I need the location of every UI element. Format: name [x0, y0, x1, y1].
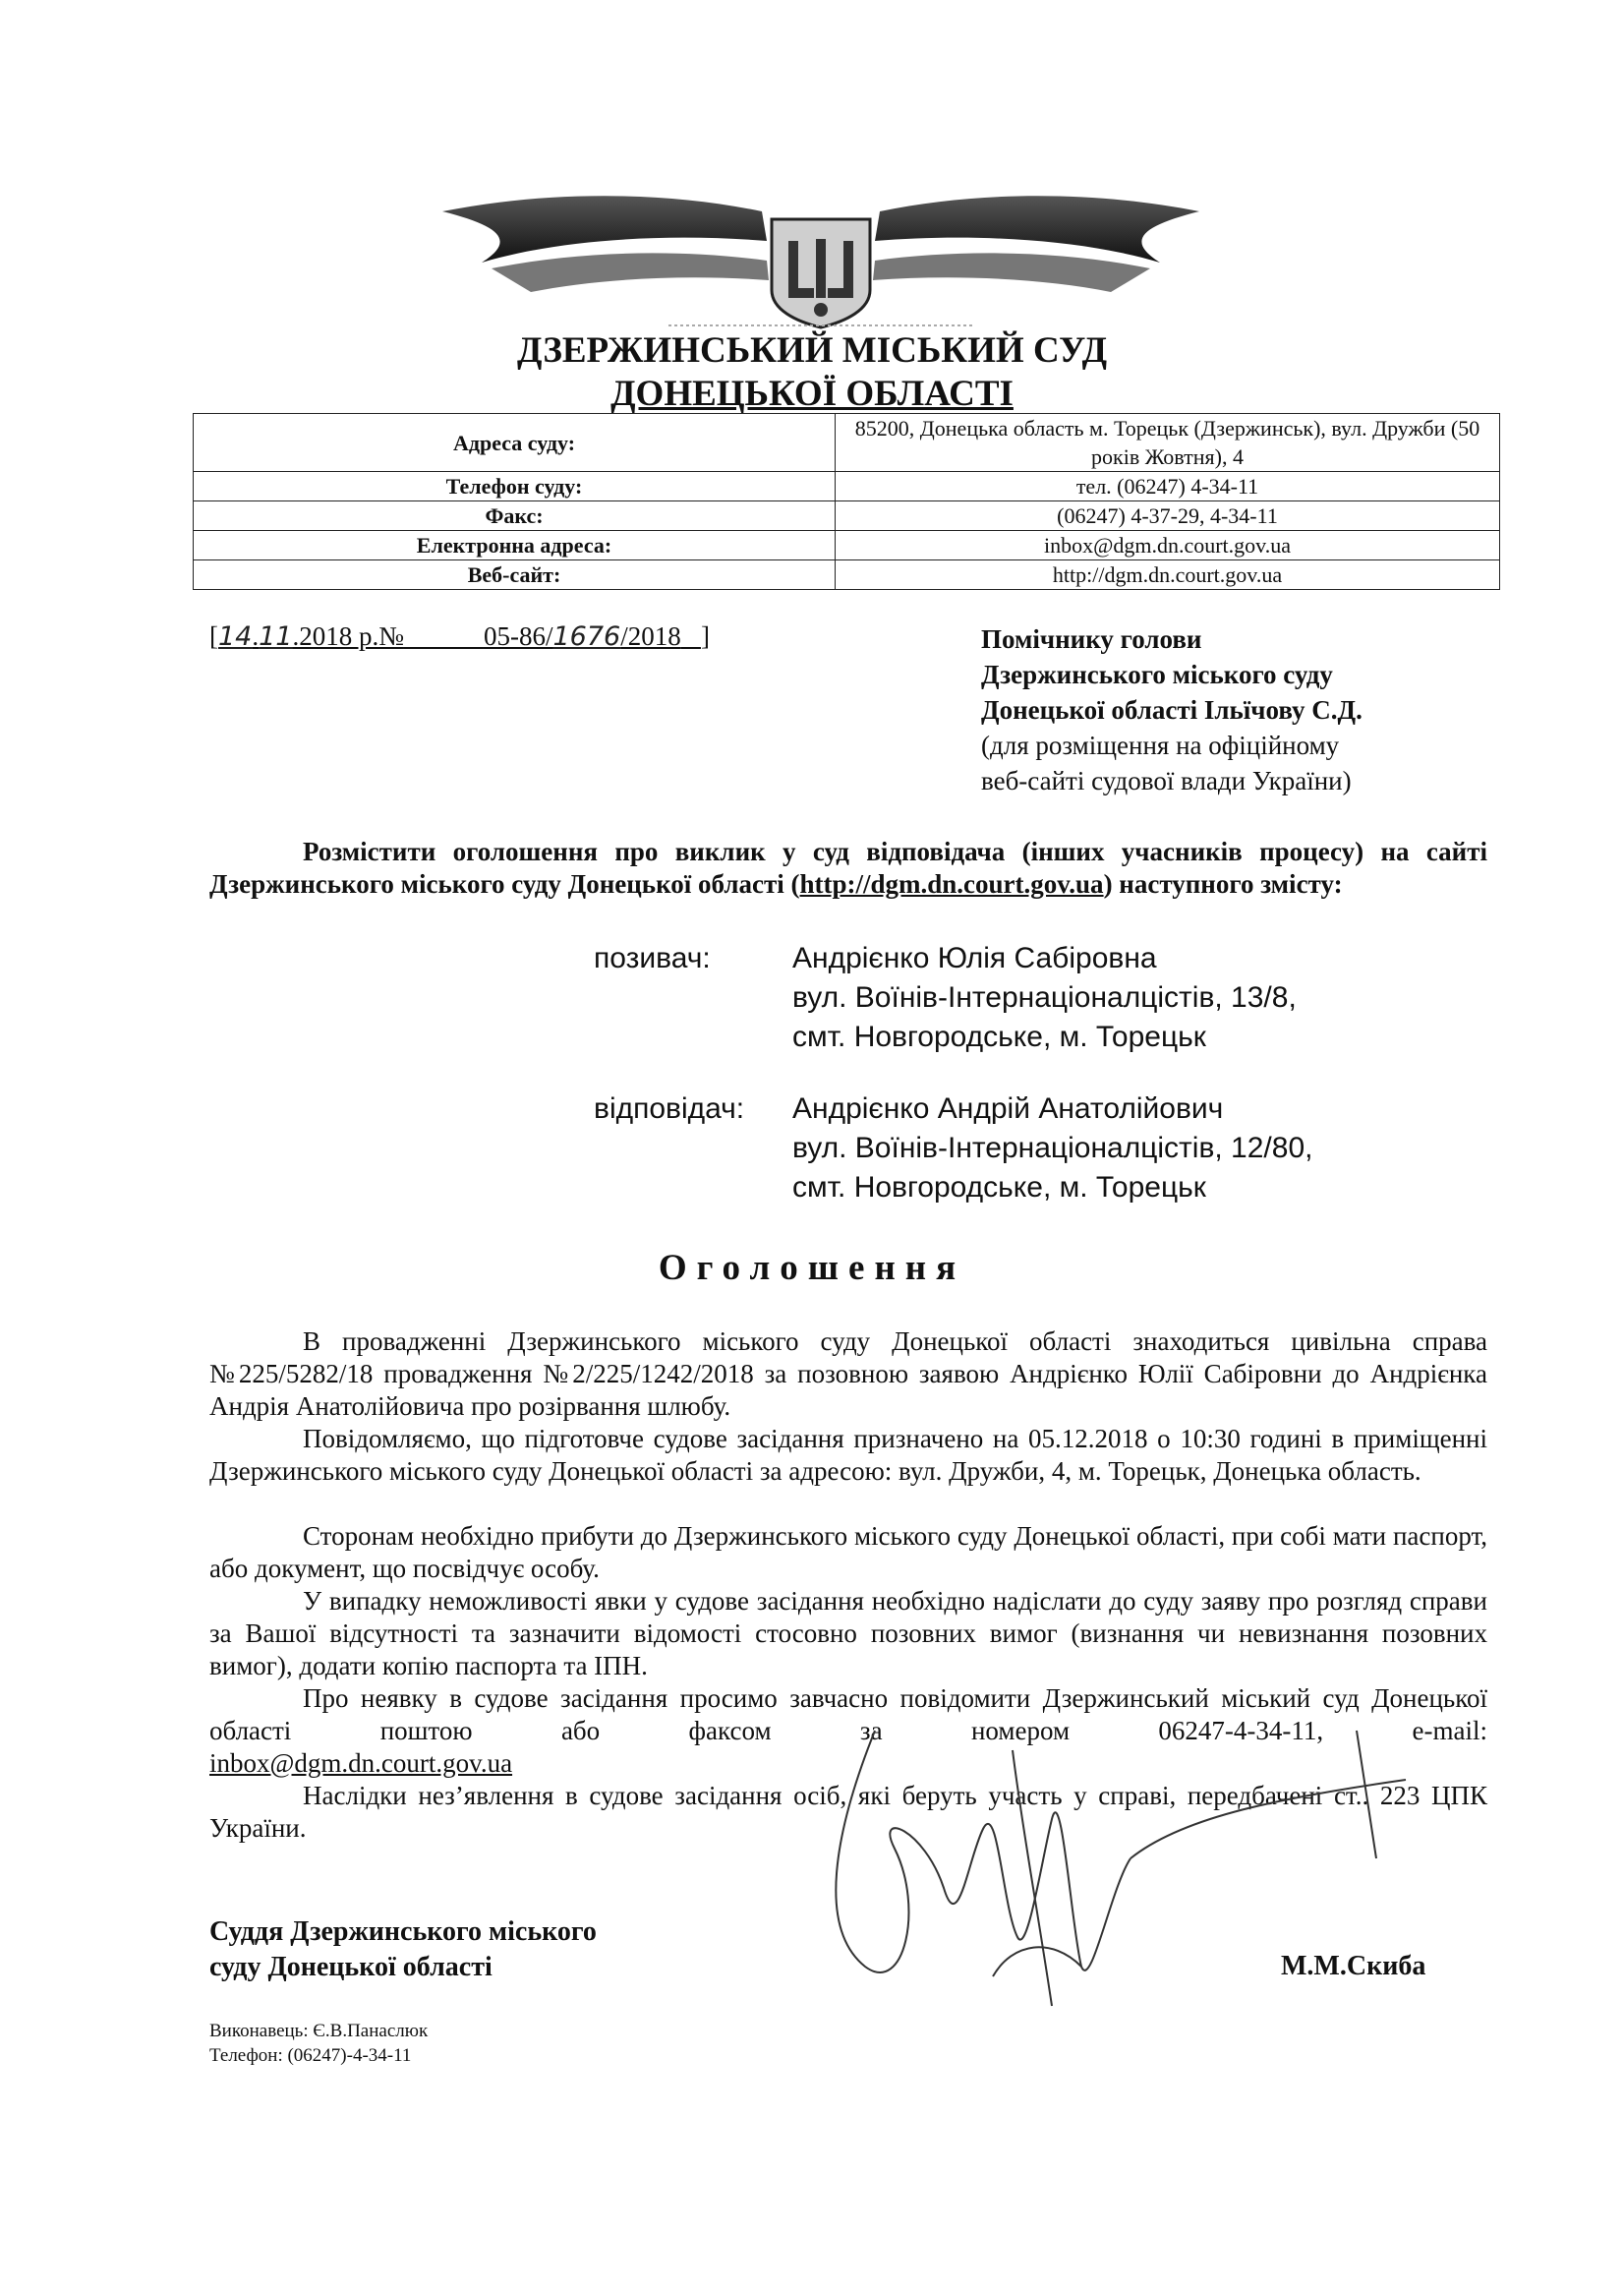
contact-table — [193, 413, 1500, 590]
contact-label: Електронна адреса: — [194, 531, 836, 560]
defendant-address: вул. Воїнів-Інтернаціоналцістів, 12/80, — [792, 1132, 1313, 1164]
notice-paragraph-2: Повідомляємо, що підготовче судове засідання призначено на 05.12.2018 о 10:30 годині в приміщенні Дзержинського міського суду Донецької області за адресою: вул. Дружби, 4, м. Торецьк, Донецька область. — [209, 1424, 1487, 1486]
table-row — [194, 472, 1500, 501]
court-name-line2: ДОНЕЦЬКОЇ ОБЛАСТІ — [610, 374, 1014, 414]
recipient-note: (для розміщення на офіційному — [981, 731, 1340, 760]
court-name-line1: ДЗЕРЖИНСЬКИЙ МІСЬКИЙ СУД — [516, 330, 1108, 371]
website-link[interactable]: http://dgm.dn.court.gov.ua — [799, 869, 1104, 899]
contact-label: Адреса суду: — [194, 414, 836, 472]
defendant-name: Андрієнко Андрій Анатолійович — [792, 1092, 1224, 1125]
recipient-line: Помічнику голови — [981, 624, 1202, 654]
table-row — [194, 501, 1500, 531]
number-handwritten: 1676 — [552, 621, 621, 652]
date-year: .2018 р.№ — [292, 621, 404, 651]
contact-label: Телефон суду: — [194, 472, 836, 501]
plaintiff-role: позивач: — [594, 942, 711, 974]
contact-label: Веб-сайт: — [194, 560, 836, 590]
judge-title-line: Суддя Дзержинського міського — [209, 1916, 597, 1947]
notice-paragraph-3: Сторонам необхідно прибути до Дзержинського міського суду Донецької області, при собі мати паспорт, або документ, що посвідчує особу. — [209, 1521, 1487, 1583]
contact-value: (06247) 4-37-29, 4-34-11 — [836, 501, 1500, 531]
outgoing-reference: [14.11.2018 р.№ 05-86/1676/2018 ] — [209, 621, 710, 652]
plaintiff-address: смт. Новгородське, м. Торецьк — [792, 1021, 1206, 1053]
table-row — [194, 414, 1500, 472]
executor-phone: Телефон: (06247)-4-34-11 — [209, 2045, 412, 2066]
recipient-block — [981, 621, 1363, 798]
bracket: ] — [700, 621, 710, 651]
plaintiff-info — [792, 939, 1297, 1057]
defendant-address: смт. Новгородське, м. Торецьк — [792, 1171, 1206, 1204]
recipient-note: веб-сайті судової влади України) — [981, 766, 1352, 795]
number-prefix: 05-86/ — [483, 621, 553, 651]
contact-value: http://dgm.dn.court.gov.ua — [836, 560, 1500, 590]
contact-value: 85200, Донецька область м. Торецьк (Дзержинськ), вул. Дружби (50 років Жовтня), 4 — [836, 414, 1500, 472]
contact-value: тел. (06247) 4-34-11 — [836, 472, 1500, 501]
table-row — [194, 560, 1500, 590]
notice-paragraph-1: В провадженні Дзержинського міського суду Донецької області знаходиться цивільна справа №225/5282/18 провадження №2/225/1242/2018 за позовною заявою Андрієнко Юлії Сабіровни до Андрієнка Андрія Анатолійовича про розірвання шлюбу. — [209, 1326, 1487, 1421]
instruction-text: Розмістити оголошення про виклик у суд відповідача (інших учасників процесу) на сайті Дзержинського міського суду Донецької області ( — [209, 837, 1487, 899]
plaintiff-name: Андрієнко Юлія Сабіровна — [792, 942, 1157, 974]
notice-paragraph-6: Наслідки нез’явлення в судове засідання осіб, які беруть участь у справі, передбачені ст.. 223 ЦПК України. — [209, 1781, 1487, 1843]
bracket: [ — [209, 621, 218, 651]
instruction-text: ) наступного змісту: — [1103, 869, 1343, 899]
judge-name: М.М.Скиба — [1281, 1951, 1426, 1981]
executor-info — [209, 2019, 428, 2068]
instruction-paragraph — [209, 836, 1487, 901]
table-row — [194, 531, 1500, 560]
date-day: 14 — [218, 621, 253, 652]
contact-value: inbox@dgm.dn.court.gov.ua — [836, 531, 1500, 560]
defendant-role: відповідач: — [594, 1092, 745, 1125]
recipient-line: Дзержинського міського суду — [981, 660, 1333, 689]
executor-name: Виконавець: Є.В.Панаслюк — [209, 2021, 429, 2041]
notice-title: Оголошення — [658, 1248, 966, 1288]
number-suffix: /2018 — [620, 621, 681, 651]
recipient-line: Донецької області Ільїчову С.Д. — [981, 695, 1363, 725]
notice-paragraph-5-text: Про неявку в судове засідання просимо завчасно повідомити Дзержинський міський суд Донецької області поштою або факсом за номером 06247-4-34-11, e-mail: — [209, 1683, 1487, 1745]
defendant-info — [792, 1089, 1312, 1207]
court-emblem-icon — [423, 172, 1219, 329]
plaintiff-address: вул. Воїнів-Інтернаціоналцістів, 13/8, — [792, 981, 1297, 1014]
date-month: 11 — [259, 621, 293, 652]
judge-title-line: суду Донецької області — [209, 1952, 493, 1982]
contact-label: Факс: — [194, 501, 836, 531]
judge-title — [209, 1914, 597, 1985]
notice-paragraph-4: У випадку неможливості явки у судове засідання необхідно надіслати до суду заяву про розгляд справи за Вашої відсутності та зазначити відомості стосовно позовних вимог (визнання чи невизнання позовних вимог), додати копію паспорта та ІПН. — [209, 1586, 1487, 1680]
court-name — [0, 329, 1624, 416]
court-email-link[interactable]: inbox@dgm.dn.court.gov.ua — [209, 1748, 513, 1778]
